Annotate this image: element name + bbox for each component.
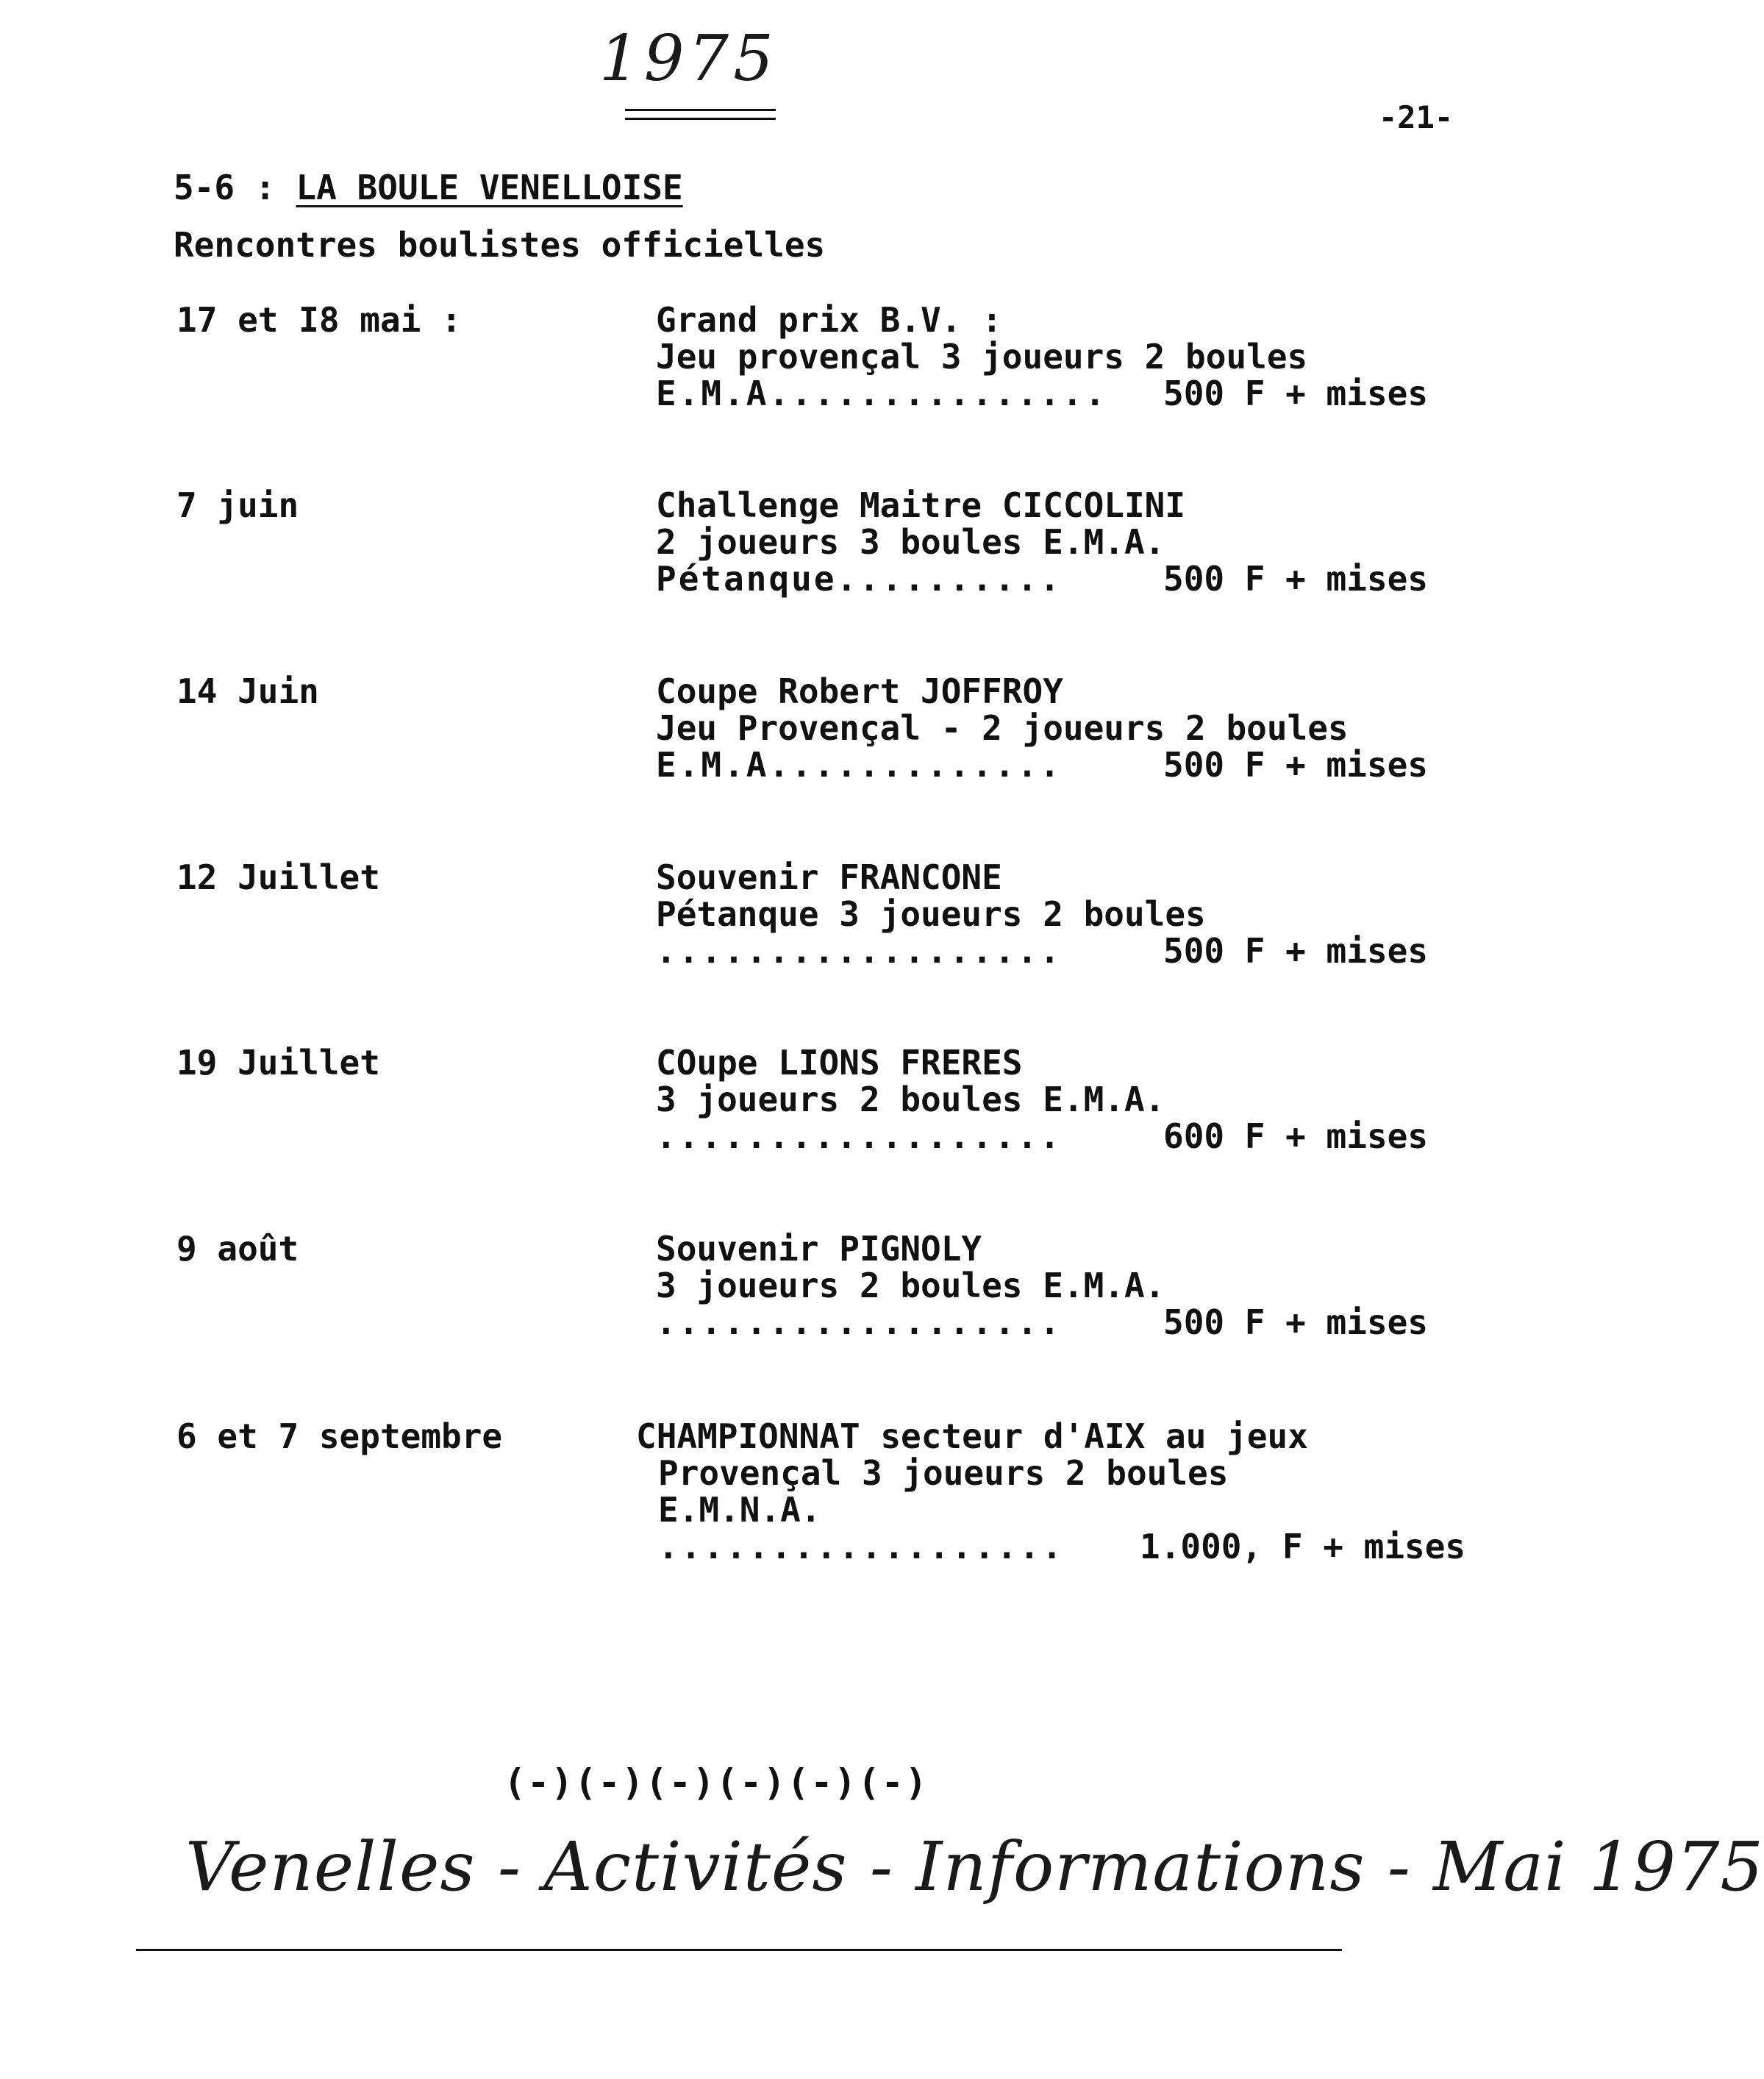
year-underline-bottom (625, 118, 776, 120)
event-details (656, 1230, 1509, 1341)
event-date: 6 et 7 septembre (176, 1416, 503, 1456)
event-details (656, 1044, 1509, 1155)
handwritten-year: 1975 (599, 22, 778, 96)
event-date: 9 août (176, 1229, 299, 1269)
event-line: Jeu Provençal - 2 joueurs 2 boules (656, 708, 1349, 748)
year-underline-top (625, 109, 776, 111)
event-prize-row (656, 1118, 1509, 1155)
event-prize: 500 F + mises (1163, 745, 1429, 785)
footer-rule (136, 1949, 1342, 1951)
event-date: 7 juin (176, 485, 299, 525)
page-number: -21- (1379, 99, 1454, 135)
event-line: Challenge Maitre CICCOLINI (656, 485, 1186, 525)
event-line: Provençal 3 joueurs 2 boules (658, 1453, 1229, 1493)
event-prize: 500 F + mises (1163, 374, 1429, 413)
event-line: Pétanque 3 joueurs 2 boules (656, 894, 1206, 934)
event-line: Grand prix B.V. : (656, 300, 1002, 340)
event-dots: E.M.A............. (656, 745, 1063, 785)
event-prize: 600 F + mises (1163, 1116, 1429, 1156)
event-line: 3 joueurs 2 boules E.M.A. (656, 1266, 1165, 1305)
event-date: 14 Juin (176, 671, 319, 711)
event-prize-row (656, 746, 1509, 783)
section-heading (174, 168, 683, 207)
event-date: 17 et I8 mai : (176, 300, 462, 340)
event-prize: 500 F + mises (1163, 1302, 1429, 1342)
event-prize: 500 F + mises (1163, 931, 1429, 971)
event-date: 12 Juillet (176, 857, 380, 897)
separator-ornament: (-)(-)(-)(-)(-)(-) (504, 1761, 929, 1804)
event-line: 3 joueurs 2 boules E.M.A. (656, 1080, 1165, 1119)
event-prize-row (656, 375, 1509, 412)
event-dots: .................. (658, 1527, 1065, 1566)
event-prize-row (656, 1304, 1509, 1341)
event-prize-row (658, 1528, 1489, 1565)
event-details (656, 673, 1509, 783)
event-prize: 1.000, F + mises (1140, 1527, 1466, 1566)
event-line: Souvenir FRANCONE (656, 857, 1002, 897)
event-dots: Pétanque.......... (656, 559, 1063, 599)
section-title: LA BOULE VENELLOISE (296, 168, 683, 207)
event-line: Coupe Robert JOFFROY (656, 671, 1063, 711)
event-line: E.M.N.A. (658, 1490, 821, 1530)
event-date: 19 Juillet (176, 1043, 380, 1083)
event-prize-row (656, 932, 1509, 969)
event-line: 2 joueurs 3 boules E.M.A. (656, 522, 1165, 562)
event-prize: 500 F + mises (1163, 559, 1429, 599)
event-dots: E.M.A............... (656, 374, 1107, 413)
event-dots: .................. (656, 931, 1063, 971)
event-dots: .................. (656, 1116, 1063, 1156)
event-details (656, 302, 1509, 412)
handwritten-footer: Venelles - Activités - Informations - Mai 1975 (185, 1827, 1764, 1906)
event-details (636, 1418, 1489, 1565)
event-details (656, 487, 1509, 597)
section-subtitle: Rencontres boulistes officielles (174, 225, 826, 265)
event-details (656, 859, 1509, 969)
event-line: Jeu provençal 3 joueurs 2 boules (656, 337, 1308, 377)
event-line: Souvenir PIGNOLY (656, 1229, 982, 1269)
event-line: CHAMPIONNAT secteur d'AIX au jeux (636, 1416, 1308, 1456)
event-dots: .................. (656, 1302, 1063, 1342)
section-number: 5-6 : (174, 168, 276, 207)
event-prize-row (656, 560, 1509, 597)
event-line: COupe LIONS FRERES (656, 1043, 1023, 1083)
